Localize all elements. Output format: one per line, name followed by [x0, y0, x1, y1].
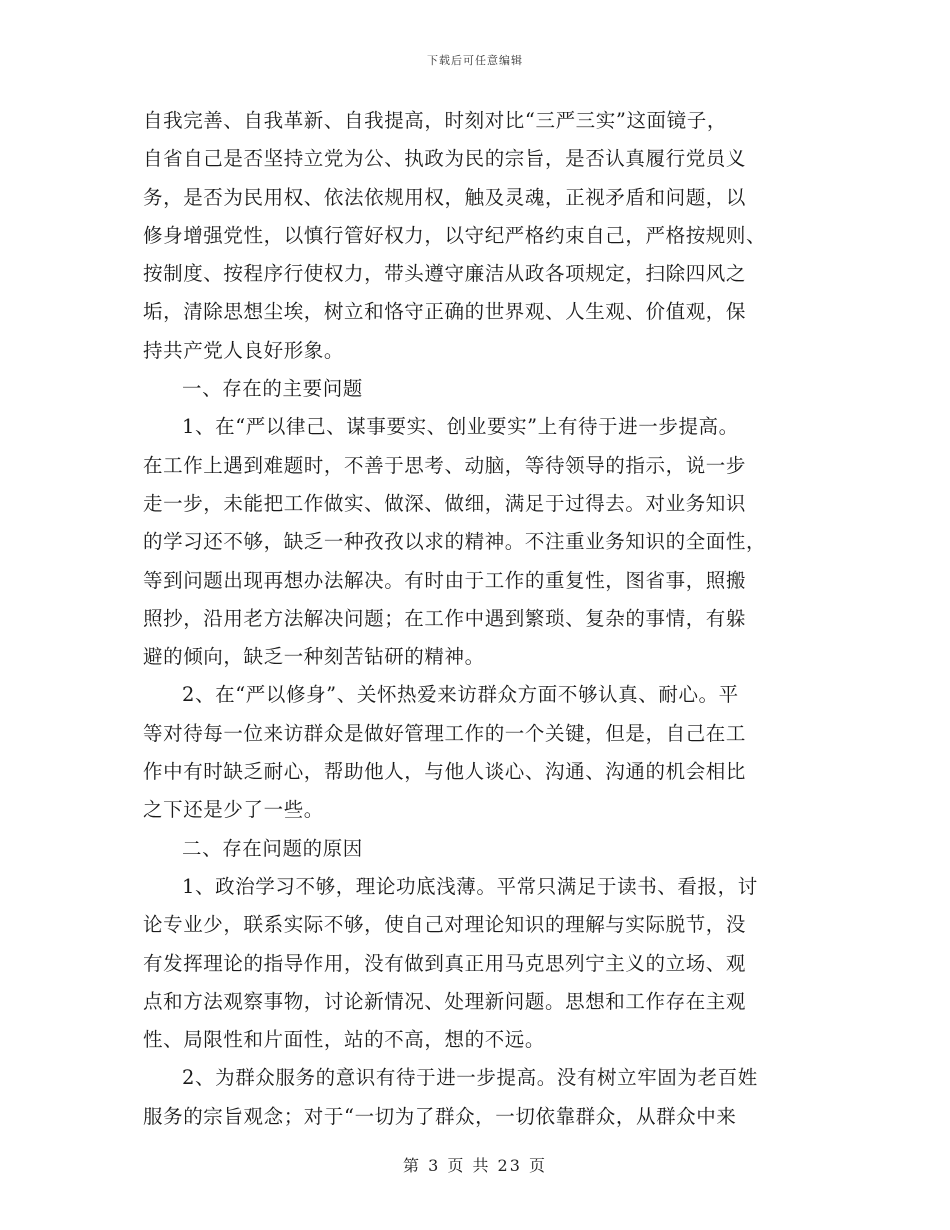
text-line: 作中有时缺乏耐心，帮助他人，与他人谈心、沟通、沟通的机会相比	[143, 760, 747, 784]
text-line: 一、存在的主要问题	[182, 377, 363, 401]
text-line: 论专业少，联系实际不够，使自己对理论知识的理解与实际脱节，没	[143, 913, 747, 937]
text-line: 有发挥理论的指导作用，没有做到真正用马克思列宁主义的立场、观	[143, 951, 747, 975]
text-line: 性、局限性和片面性，站的不高，想的不远。	[143, 1028, 546, 1052]
text-line: 照抄，沿用老方法解决问题；在工作中遇到繁琐、复杂的事情，有躲	[143, 606, 747, 630]
text-line: 持共产党人良好形象。	[143, 338, 345, 362]
text-line: 2、在“严以修身”、关怀热爱来访群众方面不够认真、耐心。平	[182, 683, 739, 707]
text-line: 之下还是少了一些。	[143, 798, 324, 822]
text-line: 修身增强党性，以慎行管好权力，以守纪严格约束自己，严格按规则、	[143, 223, 767, 247]
page-footer: 第 3 页 共 23 页	[403, 1156, 547, 1175]
text-line: 等到问题出现再想办法解决。有时由于工作的重复性，图省事，照搬	[143, 568, 747, 592]
text-line: 自省自己是否坚持立党为公、执政为民的宗旨，是否认真履行党员义	[143, 147, 747, 171]
page-header: 下载后可任意编辑	[427, 54, 523, 67]
text-line: 按制度、按程序行使权力，带头遵守廉洁从政各项规定，扫除四风之	[143, 262, 747, 286]
document-body	[143, 102, 805, 1136]
text-line: 2、为群众服务的意识有待于进一步提高。没有树立牢固为老百姓	[182, 1066, 758, 1090]
text-line: 自我完善、自我革新、自我提高，时刻对比“三严三实”这面镜子，	[143, 109, 727, 132]
text-line: 二、存在问题的原因	[182, 836, 363, 860]
text-line: 务，是否为民用权、依法依规用权，触及灵魂，正视矛盾和问题，以	[143, 185, 747, 209]
text-line: 等对待每一位来访群众是做好管理工作的一个关键，但是，自己在工	[143, 721, 747, 745]
text-line: 在工作上遇到难题时，不善于思考、动脑，等待领导的指示，说一步	[143, 453, 747, 477]
text-line: 1、政治学习不够，理论功底浅薄。平常只满足于读书、看报，讨	[182, 874, 758, 898]
text-line: 的学习还不够，缺乏一种孜孜以求的精神。不注重业务知识的全面性，	[143, 530, 767, 554]
text-line: 1、在“严以律己、谋事要实、创业要实”上有待于进一步提高。	[182, 415, 739, 439]
text-line: 走一步，未能把工作做实、做深、做细，满足于过得去。对业务知识	[143, 491, 747, 515]
text-line: 垢，清除思想尘埃，树立和恪守正确的世界观、人生观、价值观，保	[143, 300, 747, 324]
text-line: 服务的宗旨观念；对于“一切为了群众，一切依靠群众，从群众中来	[143, 1104, 737, 1128]
text-line: 点和方法观察事物，讨论新情况、处理新问题。思想和工作存在主观	[143, 989, 747, 1013]
text-line: 避的倾向，缺乏一种刻苦钻研的精神。	[143, 645, 485, 669]
